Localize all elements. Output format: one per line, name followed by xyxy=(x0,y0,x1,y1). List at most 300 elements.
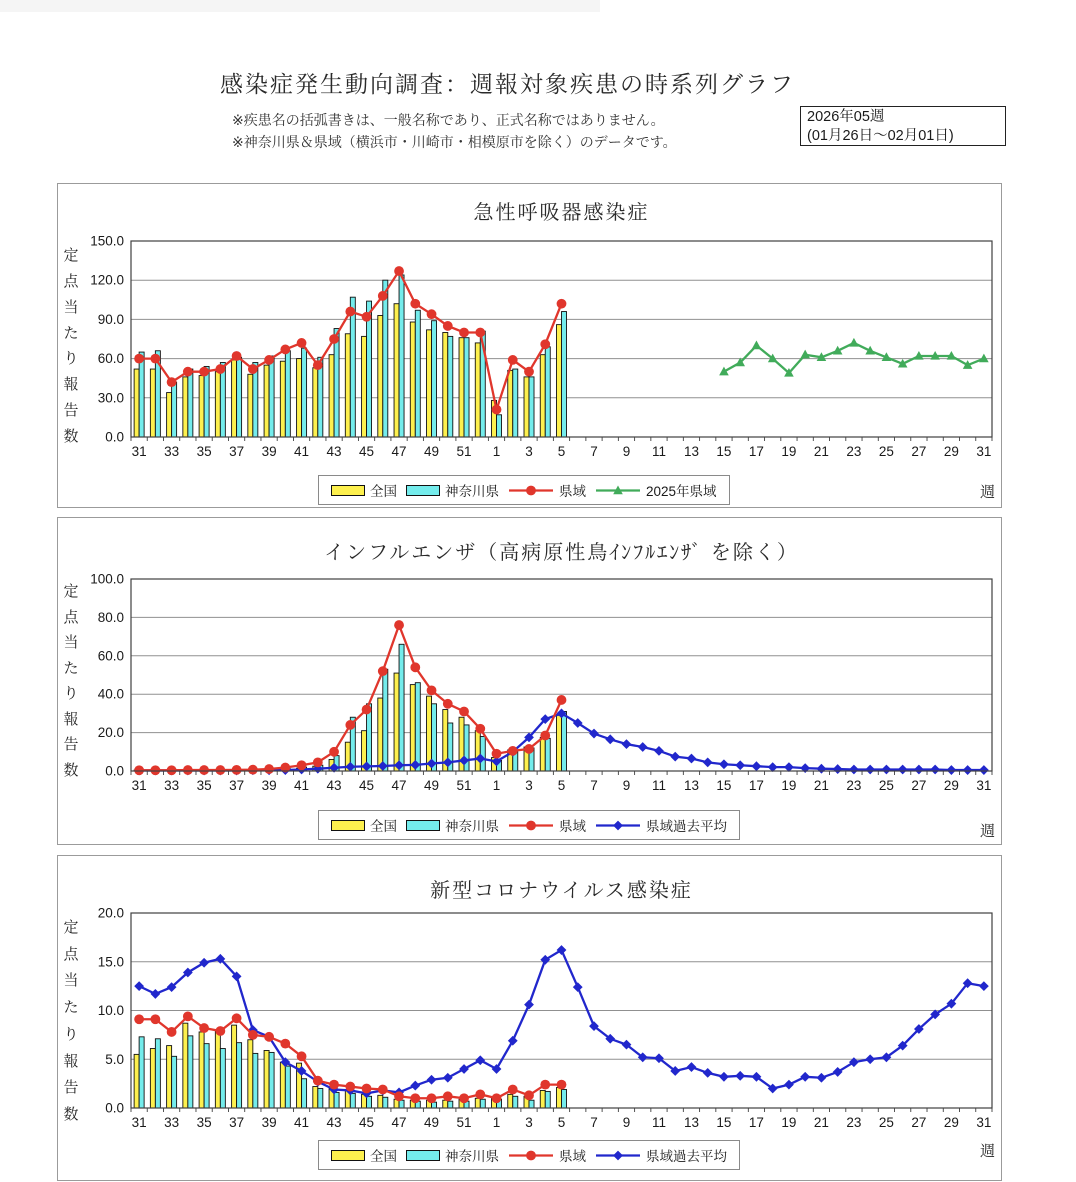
legend-label: 2025年県域 xyxy=(646,484,717,499)
circle-marker xyxy=(394,620,404,630)
x-tick-label: 31 xyxy=(976,778,992,793)
x-tick-label: 15 xyxy=(716,1115,732,1130)
bar-kanagawa xyxy=(464,338,469,437)
circle-marker xyxy=(410,662,420,672)
bar-national xyxy=(134,1054,139,1108)
y-axis-label-char: り xyxy=(63,1025,79,1043)
bar-national xyxy=(475,1098,480,1108)
circle-marker xyxy=(524,744,534,754)
x-tick-label: 19 xyxy=(781,778,797,793)
chart-title: インフルエンザ（高病原性鳥ｲﾝﾌﾙｴﾝｻﾞ を除く） xyxy=(324,542,799,564)
circle-marker xyxy=(362,705,372,715)
note-disease-name: ※疾患名の括弧書きは、一般名称であり、正式名称ではありません。 xyxy=(232,112,665,128)
week-unit-label: 週 xyxy=(980,484,996,501)
y-axis-label-char: 定 xyxy=(63,583,79,600)
y-axis-label-char: り xyxy=(63,685,79,703)
bar-national xyxy=(459,338,464,437)
circle-marker xyxy=(459,707,469,717)
circle-marker xyxy=(427,309,437,319)
circle-marker xyxy=(329,1080,339,1090)
bar-national xyxy=(345,334,350,437)
legend-item-kanagawa xyxy=(406,815,499,835)
bar-national xyxy=(232,1025,237,1108)
bar-kanagawa xyxy=(448,1101,453,1108)
x-tick-label: 37 xyxy=(229,778,245,793)
x-tick-label: 29 xyxy=(943,1115,959,1130)
x-tick-label: 37 xyxy=(229,444,245,459)
x-tick-label: 31 xyxy=(976,1115,992,1130)
bar-kanagawa xyxy=(545,738,550,771)
y-axis-label-char: 当 xyxy=(63,972,79,990)
bar-national xyxy=(167,1046,172,1108)
circle-marker xyxy=(167,1027,177,1037)
legend-label: 神奈川県 xyxy=(445,1149,499,1164)
bar-national xyxy=(557,715,562,771)
x-tick-label: 31 xyxy=(131,778,147,793)
circle-marker xyxy=(410,299,420,309)
x-tick-label: 5 xyxy=(557,778,566,793)
legend-swatch-national-icon xyxy=(331,485,365,496)
bar-kanagawa xyxy=(172,1056,177,1108)
bar-kanagawa xyxy=(188,369,193,437)
x-tick-label: 17 xyxy=(748,444,764,459)
bar-national xyxy=(232,360,237,437)
x-tick-label: 39 xyxy=(261,1115,277,1130)
screen-edge-artifact xyxy=(0,0,600,12)
circle-marker xyxy=(215,364,225,374)
y-tick-label: 20.0 xyxy=(97,725,124,741)
circle-marker xyxy=(362,1084,372,1094)
y-axis-label-char: 告 xyxy=(63,402,79,420)
x-tick-label: 3 xyxy=(525,778,533,793)
report-title: 感染症発生動向調査：週報対象疾患の時系列グラフ xyxy=(220,71,795,97)
y-axis-label-char: 定 xyxy=(63,919,79,936)
bar-kanagawa xyxy=(350,297,355,437)
bar-national xyxy=(329,355,334,437)
bar-kanagawa xyxy=(545,1091,550,1108)
x-tick-label: 9 xyxy=(622,1115,631,1130)
circle-marker xyxy=(427,685,437,695)
circle-marker xyxy=(526,820,536,830)
bar-national xyxy=(264,365,269,437)
circle-marker xyxy=(410,1093,420,1103)
y-tick-label: 60.0 xyxy=(97,648,124,664)
x-tick-label: 43 xyxy=(326,778,342,793)
x-tick-label: 43 xyxy=(326,1115,342,1130)
bar-kanagawa xyxy=(172,382,177,437)
y-axis-label-char: 数 xyxy=(63,761,79,779)
bar-national xyxy=(313,368,318,437)
x-tick-label: 41 xyxy=(294,778,310,793)
bar-kanagawa xyxy=(480,1099,485,1108)
x-tick-label: 21 xyxy=(813,444,829,459)
circle-marker xyxy=(167,377,177,387)
circle-marker xyxy=(345,1082,355,1092)
circle-marker xyxy=(199,765,209,775)
circle-marker xyxy=(524,1090,534,1100)
legend xyxy=(318,475,730,505)
x-tick-label: 23 xyxy=(846,1115,862,1130)
bar-kanagawa xyxy=(513,369,518,437)
bar-national xyxy=(378,1095,383,1108)
x-tick-label: 47 xyxy=(391,444,407,459)
x-tick-label: 47 xyxy=(391,778,407,793)
y-tick-label: 0.0 xyxy=(105,763,124,779)
legend-item-national xyxy=(331,815,397,835)
legend-label: 全国 xyxy=(370,819,397,834)
bar-national xyxy=(183,377,188,437)
circle-marker xyxy=(150,354,160,364)
circle-marker xyxy=(508,355,518,365)
circle-marker xyxy=(134,354,144,364)
x-tick-label: 11 xyxy=(651,1115,666,1130)
x-tick-label: 47 xyxy=(391,1115,407,1130)
bar-kanagawa xyxy=(529,1100,534,1108)
x-tick-label: 45 xyxy=(359,444,375,459)
circle-marker xyxy=(345,720,355,730)
x-tick-label: 23 xyxy=(846,778,862,793)
circle-marker xyxy=(134,1014,144,1024)
circle-marker xyxy=(264,355,274,365)
circle-marker xyxy=(183,765,193,775)
x-tick-label: 39 xyxy=(261,444,277,459)
x-tick-label: 13 xyxy=(683,778,699,793)
legend-label: 県域 xyxy=(559,819,586,834)
x-tick-label: 7 xyxy=(590,1115,598,1130)
bar-kanagawa xyxy=(383,1097,388,1108)
bar-kanagawa xyxy=(269,1052,274,1108)
circle-marker xyxy=(232,765,242,775)
circle-marker xyxy=(557,695,567,705)
circle-marker xyxy=(492,405,502,415)
bar-kanagawa xyxy=(334,1092,339,1108)
circle-marker xyxy=(362,312,372,322)
circle-marker xyxy=(280,1039,290,1049)
x-tick-label: 37 xyxy=(229,1115,245,1130)
bar-kanagawa xyxy=(448,336,453,437)
bar-kanagawa xyxy=(545,347,550,437)
bar-kanagawa xyxy=(497,415,502,437)
circle-marker xyxy=(492,749,502,759)
legend-swatch-kanagawa-icon xyxy=(406,485,440,496)
note-kanagawa-scope: ※神奈川県＆県域（横浜市・川崎市・相模原市を除く）のデータです。 xyxy=(232,134,677,150)
bar-kanagawa xyxy=(562,312,567,437)
y-axis-label-char: 点 xyxy=(63,272,79,290)
x-tick-label: 35 xyxy=(196,778,212,793)
bar-kanagawa xyxy=(562,1089,567,1108)
circle-marker xyxy=(475,724,485,734)
circle-marker xyxy=(394,1091,404,1101)
legend-label: 県域過去平均 xyxy=(646,1149,727,1164)
y-tick-label: 0.0 xyxy=(105,1100,124,1116)
circle-marker xyxy=(443,1091,453,1101)
circle-marker xyxy=(475,328,485,338)
circle-marker xyxy=(526,1150,536,1160)
circle-marker xyxy=(150,1014,160,1024)
bar-kanagawa xyxy=(383,280,388,437)
chart-svg xyxy=(58,184,1000,506)
x-tick-label: 17 xyxy=(748,778,764,793)
chart-svg xyxy=(58,518,1000,843)
y-axis-label-char: 報 xyxy=(63,1052,79,1070)
bar-national xyxy=(540,737,545,771)
legend-marker-past-average-icon xyxy=(595,819,641,832)
bar-kanagawa xyxy=(220,1049,225,1108)
bar-kanagawa xyxy=(480,736,485,771)
x-tick-label: 45 xyxy=(359,1115,375,1130)
bar-national xyxy=(215,372,220,437)
legend-swatch-national-icon xyxy=(331,1150,365,1161)
bar-national xyxy=(248,1040,253,1108)
x-tick-label: 51 xyxy=(456,444,472,459)
y-tick-label: 120.0 xyxy=(90,272,124,288)
y-axis-label-char: た xyxy=(63,999,79,1017)
x-tick-label: 21 xyxy=(813,778,829,793)
bar-kanagawa xyxy=(237,357,242,437)
x-tick-label: 9 xyxy=(622,778,631,793)
bar-national xyxy=(475,343,480,437)
bar-kanagawa xyxy=(318,1089,323,1109)
y-axis-label-char: り xyxy=(63,350,79,368)
y-tick-label: 0.0 xyxy=(105,429,124,445)
bar-kanagawa xyxy=(399,275,404,437)
bar-kanagawa xyxy=(399,1100,404,1108)
report-week: 2026年05週 xyxy=(807,109,885,125)
circle-marker xyxy=(248,364,258,374)
x-tick-label: 31 xyxy=(976,444,992,459)
y-tick-label: 5.0 xyxy=(105,1051,124,1067)
bar-national xyxy=(540,1090,545,1108)
bar-national xyxy=(557,325,562,437)
circle-marker xyxy=(378,1085,388,1095)
circle-marker xyxy=(150,765,160,775)
x-tick-label: 1 xyxy=(492,1115,501,1130)
legend-marker-prefecture-2025-icon xyxy=(595,484,641,497)
legend-label: 全国 xyxy=(370,484,397,499)
x-tick-label: 43 xyxy=(326,444,342,459)
y-axis-label-char: 報 xyxy=(63,376,79,394)
legend-item-prefecture-2025 xyxy=(595,480,717,500)
legend-item-kanagawa xyxy=(406,1145,499,1165)
y-tick-label: 40.0 xyxy=(97,686,124,702)
bar-national xyxy=(410,685,415,771)
bar-national xyxy=(167,393,172,437)
bar-kanagawa xyxy=(285,351,290,437)
circle-marker xyxy=(459,328,469,338)
diamond-marker xyxy=(613,1150,623,1160)
bar-kanagawa xyxy=(350,1093,355,1108)
x-tick-label: 19 xyxy=(781,1115,797,1130)
bar-national xyxy=(443,332,448,437)
x-tick-label: 19 xyxy=(781,444,797,459)
x-tick-label: 39 xyxy=(261,778,277,793)
x-tick-label: 7 xyxy=(590,444,598,459)
circle-marker xyxy=(492,1093,502,1103)
bar-national xyxy=(150,1049,155,1108)
bar-national xyxy=(378,698,383,771)
x-tick-label: 3 xyxy=(525,444,533,459)
x-tick-label: 13 xyxy=(683,444,699,459)
circle-marker xyxy=(297,338,307,348)
report-week-range: (01月26日～02月01日) xyxy=(807,127,954,144)
legend-swatch-kanagawa-icon xyxy=(406,1150,440,1161)
legend-item-prefecture xyxy=(508,815,586,835)
y-axis-label-char: た xyxy=(63,659,79,677)
bar-kanagawa xyxy=(155,1039,160,1108)
bar-national xyxy=(508,1094,513,1108)
x-tick-label: 33 xyxy=(164,778,180,793)
report-week-box xyxy=(800,106,1006,146)
bar-kanagawa xyxy=(432,321,437,437)
bar-national xyxy=(557,1088,562,1108)
circle-marker xyxy=(248,765,258,775)
week-unit-label: 週 xyxy=(980,1143,996,1160)
bar-national xyxy=(427,330,432,437)
circle-marker xyxy=(313,360,323,370)
diamond-marker xyxy=(613,820,623,830)
circle-marker xyxy=(459,1093,469,1103)
bar-national xyxy=(394,673,399,771)
circle-marker xyxy=(199,1023,209,1033)
circle-marker xyxy=(167,765,177,775)
x-tick-label: 1 xyxy=(492,778,501,793)
bar-national xyxy=(362,336,367,437)
bar-kanagawa xyxy=(285,1066,290,1108)
x-tick-label: 31 xyxy=(131,1115,147,1130)
circle-marker xyxy=(526,485,536,495)
x-tick-label: 29 xyxy=(943,778,959,793)
circle-marker xyxy=(232,1013,242,1023)
y-axis-label-char: 点 xyxy=(63,608,79,626)
bar-kanagawa xyxy=(237,1043,242,1108)
bar-kanagawa xyxy=(383,669,388,771)
bar-kanagawa xyxy=(139,1037,144,1108)
bar-national xyxy=(199,1032,204,1108)
x-tick-label: 7 xyxy=(590,778,598,793)
legend-swatch-kanagawa-icon xyxy=(406,820,440,831)
circle-marker xyxy=(443,321,453,331)
circle-marker xyxy=(313,1076,323,1086)
y-axis-label-char: 当 xyxy=(63,634,79,652)
y-tick-label: 30.0 xyxy=(97,390,124,406)
x-tick-label: 13 xyxy=(683,1115,699,1130)
circle-marker xyxy=(427,1093,437,1103)
bar-kanagawa xyxy=(302,1079,307,1108)
bar-national xyxy=(248,374,253,437)
y-axis-label-char: た xyxy=(63,324,79,342)
legend-marker-prefecture-icon xyxy=(508,819,554,832)
x-tick-label: 29 xyxy=(943,444,959,459)
x-tick-label: 23 xyxy=(846,444,862,459)
bar-national xyxy=(475,731,480,771)
legend-label: 神奈川県 xyxy=(445,819,499,834)
x-tick-label: 15 xyxy=(716,444,732,459)
panel-acute-respiratory xyxy=(57,183,1002,508)
circle-marker xyxy=(313,757,323,767)
bar-kanagawa xyxy=(204,366,209,437)
circle-marker xyxy=(557,299,567,309)
y-axis-label-char: 定 xyxy=(63,247,79,264)
panel-influenza xyxy=(57,517,1002,845)
circle-marker xyxy=(297,760,307,770)
bar-national xyxy=(280,1062,285,1108)
legend xyxy=(318,810,740,840)
legend-label: 県域 xyxy=(559,1149,586,1164)
x-tick-label: 25 xyxy=(878,778,894,793)
circle-marker xyxy=(183,1011,193,1021)
circle-marker xyxy=(524,367,534,377)
bar-national xyxy=(150,369,155,437)
legend-label: 県域 xyxy=(559,484,586,499)
bar-kanagawa xyxy=(188,1036,193,1108)
legend-item-past-average xyxy=(595,1145,727,1165)
x-tick-label: 27 xyxy=(911,444,927,459)
bar-kanagawa xyxy=(415,310,420,437)
bar-kanagawa xyxy=(367,1096,372,1108)
x-tick-label: 35 xyxy=(196,1115,212,1130)
bar-kanagawa xyxy=(562,711,567,771)
bar-national xyxy=(297,359,302,437)
bar-kanagawa xyxy=(302,348,307,437)
circle-marker xyxy=(329,334,339,344)
bar-national xyxy=(540,355,545,437)
bar-kanagawa xyxy=(204,1044,209,1108)
circle-marker xyxy=(345,307,355,317)
circle-marker xyxy=(394,266,404,276)
x-tick-label: 5 xyxy=(557,444,566,459)
x-tick-label: 27 xyxy=(911,778,927,793)
bar-national xyxy=(280,361,285,437)
x-tick-label: 25 xyxy=(878,444,894,459)
legend-marker-prefecture-icon xyxy=(508,484,554,497)
x-tick-label: 21 xyxy=(813,1115,829,1130)
bar-kanagawa xyxy=(269,356,274,437)
y-tick-label: 90.0 xyxy=(97,311,124,327)
circle-marker xyxy=(297,1051,307,1061)
x-tick-label: 33 xyxy=(164,444,180,459)
circle-marker xyxy=(199,367,209,377)
legend-label: 県域過去平均 xyxy=(646,819,727,834)
chart-title: 急性呼吸器感染症 xyxy=(473,202,650,224)
circle-marker xyxy=(248,1030,258,1040)
x-tick-label: 49 xyxy=(424,444,440,459)
x-tick-label: 1 xyxy=(492,444,501,459)
legend-swatch-national-icon xyxy=(331,820,365,831)
legend-item-past-average xyxy=(595,815,727,835)
legend xyxy=(318,1140,740,1170)
x-tick-label: 11 xyxy=(651,778,666,793)
bar-national xyxy=(394,304,399,437)
circle-marker xyxy=(557,1080,567,1090)
bar-national xyxy=(313,1087,318,1108)
y-tick-label: 15.0 xyxy=(97,954,124,970)
x-tick-label: 5 xyxy=(557,1115,566,1130)
y-axis-label-char: 数 xyxy=(63,427,79,445)
bar-kanagawa xyxy=(139,352,144,437)
x-tick-label: 33 xyxy=(164,1115,180,1130)
x-tick-label: 49 xyxy=(424,778,440,793)
bar-kanagawa xyxy=(513,1096,518,1108)
circle-marker xyxy=(264,764,274,774)
x-tick-label: 3 xyxy=(525,1115,533,1130)
x-tick-label: 9 xyxy=(622,444,631,459)
circle-marker xyxy=(232,351,242,361)
bar-national xyxy=(443,1100,448,1108)
bar-kanagawa xyxy=(415,683,420,771)
x-tick-label: 11 xyxy=(651,444,666,459)
x-tick-label: 49 xyxy=(424,1115,440,1130)
x-tick-label: 51 xyxy=(456,1115,472,1130)
